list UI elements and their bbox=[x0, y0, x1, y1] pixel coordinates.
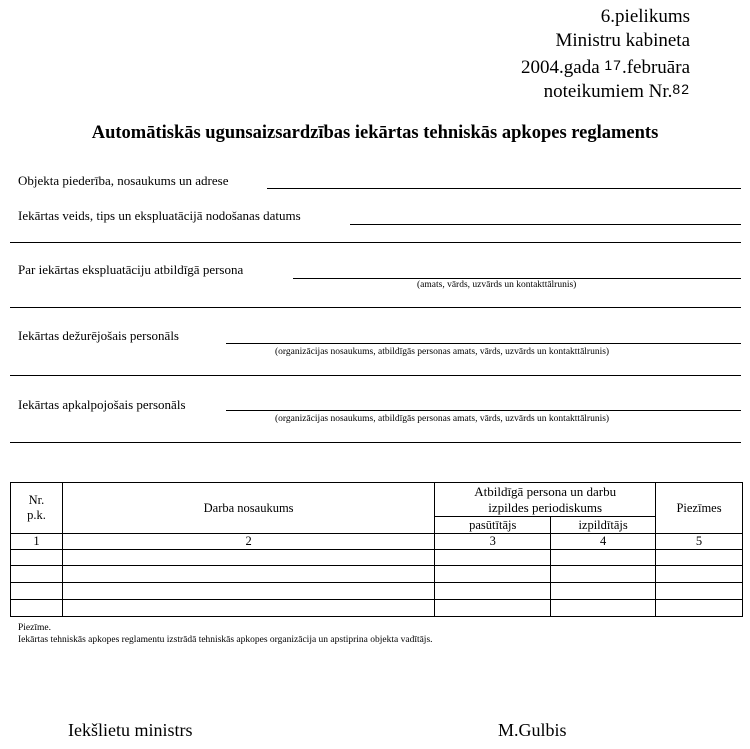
duty-label: Iekārtas dežurējošais personāls bbox=[18, 328, 179, 343]
empty-cell bbox=[551, 583, 656, 600]
responsible-line-2: izpildes periodiskums bbox=[488, 499, 603, 515]
note-heading: Piezīme. bbox=[18, 623, 51, 633]
document-title: Automātiskās ugunsaizsardzības iekārtas tehniskās apkopes reglaments bbox=[91, 123, 659, 143]
note-text: Iekārtas tehniskās apkopes reglamentu izstrādā tehniskās apkopes organizācija un apstiprina objekta vadītājs. bbox=[18, 635, 433, 645]
empty-cell bbox=[11, 600, 63, 617]
service-line bbox=[226, 410, 741, 411]
signature-name: M.Gulbis bbox=[498, 720, 567, 740]
date-suffix: .februāra bbox=[621, 57, 690, 78]
col-number-3: 3 bbox=[435, 534, 551, 550]
date-prefix: 2004.gada bbox=[521, 57, 605, 78]
duty-line bbox=[226, 343, 741, 344]
empty-cell bbox=[435, 550, 551, 566]
col-number-5: 5 bbox=[656, 534, 743, 550]
table-row bbox=[11, 550, 743, 566]
col-number-4: 4 bbox=[551, 534, 656, 550]
responsible-hint: (amats, vārds, uzvārds un kontakttālrunis) bbox=[417, 280, 577, 290]
duty-line-2 bbox=[10, 375, 741, 376]
regs-prefix: noteikumiem Nr. bbox=[543, 81, 673, 102]
nr-line-1: Nr. bbox=[28, 493, 45, 507]
empty-cell bbox=[62, 600, 434, 617]
empty-cell bbox=[656, 566, 743, 583]
empty-cell bbox=[551, 550, 656, 566]
header-notes: Piezīmes bbox=[656, 483, 743, 534]
signature-position: Iekšlietu ministrs bbox=[68, 720, 193, 740]
empty-cell bbox=[656, 550, 743, 566]
empty-cell bbox=[435, 583, 551, 600]
appendix-number: 6.pielikums bbox=[600, 6, 690, 27]
header-nr bbox=[11, 483, 63, 534]
empty-cell bbox=[62, 566, 434, 583]
empty-cell bbox=[656, 600, 743, 617]
duty-hint: (organizācijas nosaukums, atbildīgās personas amats, vārds, uzvārds un kontakttālrunis) bbox=[275, 347, 610, 357]
type-label: Iekārtas veids, tips un ekspluatācijā nodošanas datums bbox=[18, 208, 301, 223]
header-orderer: pasūtītājs bbox=[435, 517, 551, 534]
empty-cell bbox=[11, 583, 63, 600]
object-label: Objekta piederība, nosaukums un adrese bbox=[18, 173, 229, 188]
header-executor: izpildītājs bbox=[551, 517, 656, 534]
table-number-row bbox=[11, 534, 743, 550]
empty-cell bbox=[551, 600, 656, 617]
object-line bbox=[267, 188, 741, 189]
col-number-2: 2 bbox=[62, 534, 434, 550]
table-row bbox=[11, 600, 743, 617]
cabinet-label: Ministru kabineta bbox=[555, 30, 690, 51]
type-line bbox=[350, 224, 741, 225]
responsible-line-2 bbox=[10, 307, 741, 308]
empty-cell bbox=[11, 566, 63, 583]
service-line-2 bbox=[10, 442, 741, 443]
type-line-2 bbox=[10, 242, 741, 243]
empty-cell bbox=[656, 583, 743, 600]
table-row bbox=[11, 583, 743, 600]
nr-line-2: p.k. bbox=[27, 508, 46, 522]
regulation-number bbox=[544, 78, 690, 103]
empty-cell bbox=[435, 600, 551, 617]
empty-cell bbox=[11, 550, 63, 566]
empty-cell bbox=[62, 550, 434, 566]
responsible-line-1: Atbildīgā persona un darbu bbox=[474, 483, 617, 499]
regs-no: 82 bbox=[672, 81, 690, 97]
service-label: Iekārtas apkalpojošais personāls bbox=[18, 397, 186, 412]
empty-cell bbox=[551, 566, 656, 583]
header-work-name: Darba nosaukums bbox=[62, 483, 434, 534]
decree-date bbox=[521, 54, 690, 79]
table-row bbox=[11, 566, 743, 583]
header-responsible bbox=[435, 483, 656, 517]
service-hint: (organizācijas nosaukums, atbildīgās personas amats, vārds, uzvārds un kontakttālrunis) bbox=[275, 414, 610, 424]
col-number-1: 1 bbox=[11, 534, 63, 550]
empty-cell bbox=[435, 566, 551, 583]
maintenance-table bbox=[10, 482, 743, 617]
empty-cell bbox=[62, 583, 434, 600]
responsible-line bbox=[293, 278, 741, 279]
responsible-label: Par iekārtas ekspluatāciju atbildīgā persona bbox=[18, 262, 244, 277]
date-day: 17 bbox=[604, 57, 622, 73]
